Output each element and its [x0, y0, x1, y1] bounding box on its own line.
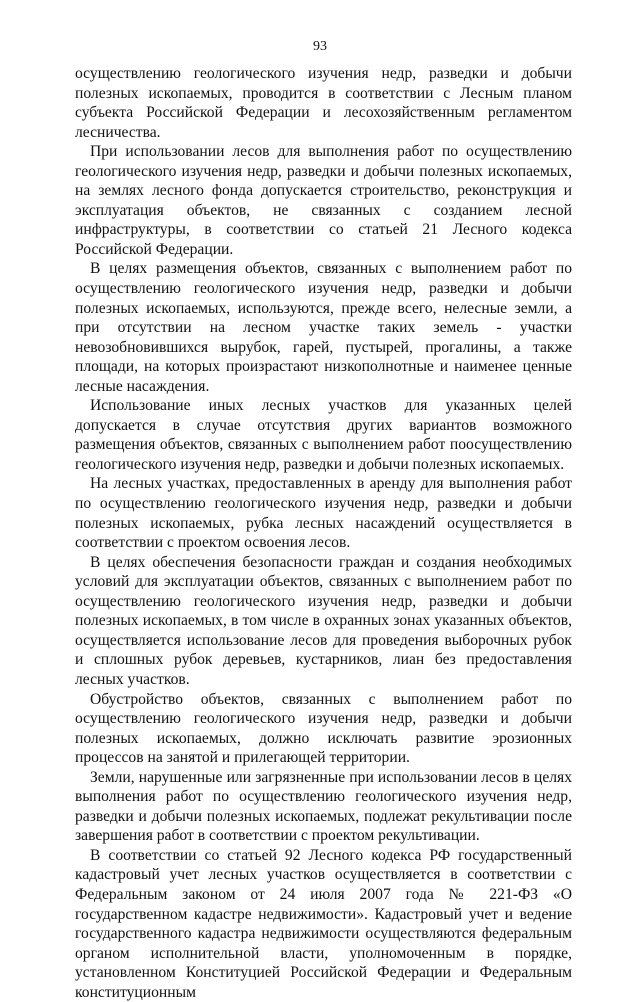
paragraph: На лесных участках, предоставленных в аренду для выполнения работ по осуществлению геологического изучения недр, разведки и добычи полезных ископаемых, рубка лесных насаждений осуществляется в соответствии с проектом освоения лесов.: [75, 475, 572, 552]
paragraph: При использовании лесов для выполнения работ по осуществлению геологического изучения недр, разведки и добычи полезных ископаемых, на землях лесного фонда допускается строительство, реконструкция и эксплуатация объектов, не связанных с созданием лесной инфраструктуры, в соответствии со статьей 21 Лесного кодекса Российской Федерации.: [75, 143, 572, 258]
paragraph: Земли, нарушенные или загрязненные при использовании лесов в целях выполнения работ по осуществлению геологического изучения недр, разведки и добычи полезных ископаемых, подлежат рекультивации после завершения работ в соответствии с проектом рекультивации.: [75, 768, 572, 845]
page-number: 93: [313, 39, 327, 54]
paragraph: В соответствии со статьей 92 Лесного кодекса РФ государственный кадастровый учет лесных участков осуществляется в соответствии с Федеральным законом от 24 июля 2007 года № 221-ФЗ «О государственном кадастре недвижимости». Кадастровый учет и ведение государственного кадастра недвижимости осуществляются федеральным органом исполнительной власти, уполномоченным в порядке, установленном Конституцией Российской Федерации и Федеральным конституционным: [75, 846, 572, 1001]
paragraph: В целях размещения объектов, связанных с выполнением работ по осуществлению геологического изучения недр, разведки и добычи полезных ископаемых, используются, прежде всего, нелесные земли, а при отсутствии на лесном участке таких земель - участки невозобновившихся вырубок, гарей, пустырей, прогалины, а также площади, на которых произрастают низкополнотные и наименее ценные лесные насаждения.: [75, 260, 572, 395]
paragraph: осуществлению геологического изучения недр, разведки и добычи полезных ископаемых, проводится в соответствии с Лесным планом субъекта Российской Федерации и лесохозяйственным регламентом лесничества.: [75, 65, 572, 141]
paragraph: Обустройство объектов, связанных с выполнением работ по осуществлению геологического изучения недр, разведки и добычи полезных ископаемых, должно исключать развитие эрозионных процессов на занятой и прилегающей территории.: [75, 690, 572, 767]
document-body: [75, 64, 572, 1002]
paragraph: Использование иных лесных участков для указанных целей допускается в случае отсутствия других вариантов возможного размещения объектов, связанных с выполнением работ поосуществлению геологического изучения недр, разведки и добычи полезных ископаемых.: [75, 397, 572, 473]
paragraph: В целях обеспечения безопасности граждан и создания необходимых условий для эксплуатации объектов, связанных с выполнением работ по осуществлению геологического изучения недр, разведки и добычи полезных ископаемых, в том числе в охранных зонах указанных объектов, осуществляется использование лесов для проведения выборочных рубок и сплошных рубок деревьев, кустарников, лиан без предоставления лесных участков.: [75, 553, 572, 688]
